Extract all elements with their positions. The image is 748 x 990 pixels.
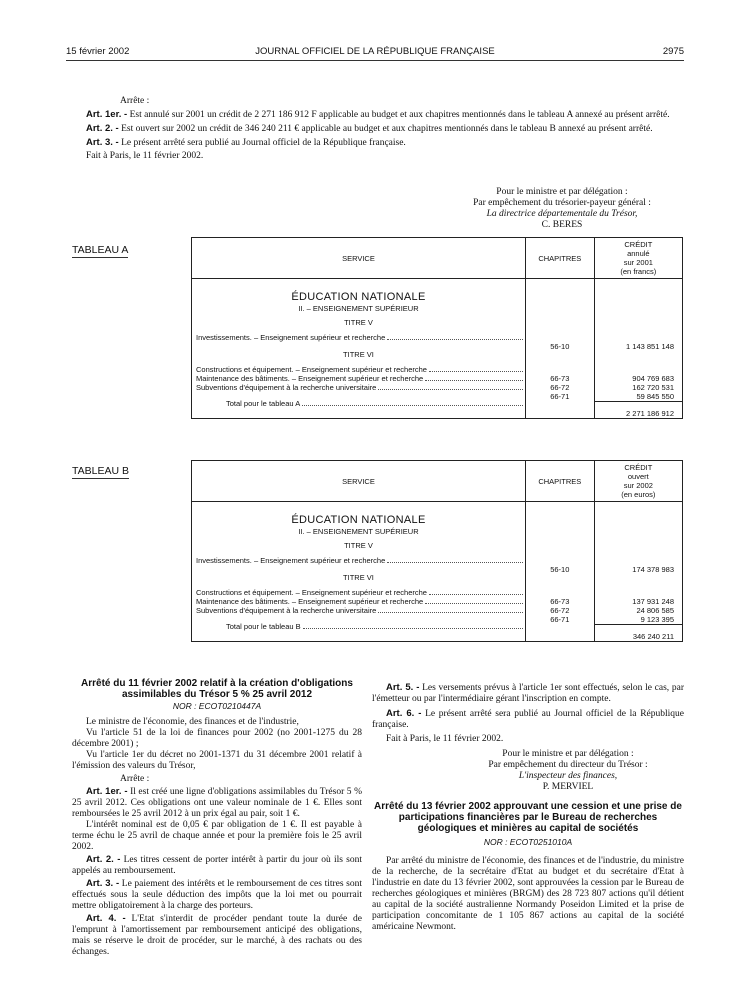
tableau-a-label: TABLEAU A xyxy=(72,244,129,256)
left-art2: Art. 2. - Les titres cessent de porter intérêt à partir du jour où ils sont appelés au remboursement. xyxy=(72,854,362,876)
credit-cell: 9 123 395 xyxy=(595,615,682,625)
intro-fait: Fait à Paris, le 11 février 2002. xyxy=(86,151,204,161)
tableau-b-label: TABLEAU B xyxy=(72,465,129,477)
left-art1: Art. 1er. - Il est créé une ligne d'obligations assimilables du Trésor 5 % 25 avril 2012. Ces obligations ont une valeur nominale de 1 €. Elles sont remboursées le 25 avril 2012 à un prix égal au pair, soit 1 €. xyxy=(72,786,362,819)
left-art3: Art. 3. - Le paiement des intérêts et le remboursement de ces titres sont effectués sous la seule déduction des impôts que la loi met ou pourrait mettre obligatoirement à la charge des porteurs. xyxy=(72,878,363,911)
left-art1b: L'intérêt nominal est de 0,05 € par obligation de 1 €. Il est payable à terme échu le 25 avril de chaque année et pour la première fois le 25 avril 2002. xyxy=(72,820,362,852)
left-art4: Art. 4. - L'Etat s'interdit de procéder pendant toute la durée de l'emprunt à l'amortissement par remboursement anticipé des obligations, mais se réserve le droit de procéder, sur le marché, à des rachats ou des échanges. xyxy=(72,913,363,957)
header-credit: CRÉDIT ouvert sur 2002 (en euros) xyxy=(594,461,682,502)
table-row: Maintenance des bâtiments. – Enseignement supérieur et recherche xyxy=(192,374,525,383)
art2-label: Art. 2. - xyxy=(86,123,119,134)
chapitres-column xyxy=(525,502,594,642)
table-row: Investissements. – Enseignement supérieur et recherche xyxy=(192,556,525,565)
header-service: SERVICE xyxy=(192,238,526,279)
table-header-row xyxy=(192,461,683,502)
arrete-heading: Arrête : xyxy=(120,96,150,106)
left-column xyxy=(72,678,362,958)
right-art5: Art. 5. - Les versements prévus à l'article 1er sont effectués, selon le cas, par l'émetteur ou par l'intermédiaire gérant l'inscription en compte. xyxy=(372,682,685,704)
tableau-b xyxy=(191,460,683,642)
left-p1: Le ministre de l'économie, des finances et de l'industrie, xyxy=(86,717,299,727)
chapitre-cell: 66-72 xyxy=(550,606,570,615)
page-number: 2975 xyxy=(662,46,684,57)
tableau-a xyxy=(191,237,683,419)
table-header-row xyxy=(192,238,683,279)
intro-signature xyxy=(440,187,684,231)
chapitre-cell: 66-73 xyxy=(550,374,570,383)
chapitre-cell: 66-71 xyxy=(550,615,570,624)
total-cell: 2 271 186 912 xyxy=(626,409,674,418)
subsection-title: II. – ENSEIGNEMENT SUPÉRIEUR xyxy=(298,527,419,536)
right-art6: Art. 6. - Le présent arrêté sera publié au Journal officiel de la République française. xyxy=(372,708,684,730)
table-body-row xyxy=(192,279,683,419)
nor-reference: NOR : ECOT0210447A xyxy=(172,701,262,711)
service-column xyxy=(192,279,526,419)
table-body-row xyxy=(192,502,683,642)
right-signature: Pour le ministre et par délégation : Par empêchement du directeur du Trésor : L'inspecteur des finances, P. MERVIEL xyxy=(488,749,648,792)
subsection-title: II. – ENSEIGNEMENT SUPÉRIEUR xyxy=(298,304,419,313)
credit-column xyxy=(594,279,682,419)
credit-cell: 174 378 983 xyxy=(632,565,674,574)
chapitre-cell: 66-73 xyxy=(550,597,570,606)
service-column xyxy=(192,502,526,642)
titre-vi: TITRE VI xyxy=(343,350,374,359)
chapitres-column xyxy=(525,279,594,419)
table-row: Constructions et équipement. – Enseignement supérieur et recherche xyxy=(192,365,525,374)
total-cell: 346 240 211 xyxy=(632,632,674,641)
chapitre-cell: 56-10 xyxy=(550,565,570,574)
art3-text: Le présent arrêté sera publié au Journal officiel de la République française. xyxy=(121,138,406,148)
left-p3: Vu l'article 1er du décret no 2001-1371 du 31 décembre 2001 relatif à l'émission des valeurs du Trésor, xyxy=(72,750,362,771)
header-rule xyxy=(66,60,684,61)
table-row: Investissements. – Enseignement supérieur et recherche xyxy=(192,333,525,342)
table-row: Subventions d'équipement à la recherche universitaire xyxy=(192,383,525,392)
credit-cell: 1 143 851 148 xyxy=(626,342,674,351)
table-row: Maintenance des bâtiments. – Enseignement supérieur et recherche xyxy=(192,597,525,606)
total-row: Total pour le tableau A xyxy=(192,399,525,408)
journal-title: JOURNAL OFFICIEL DE LA RÉPUBLIQUE FRANÇAISE xyxy=(255,46,495,57)
left-arrete: Arrête : xyxy=(120,774,150,784)
header-date: 15 février 2002 xyxy=(66,46,130,57)
arrete-title-2: Arrêté du 13 février 2002 approuvant une cession et une prise de participations financières par le Bureau de recherches géologiques et minières au capital de sociétés xyxy=(374,801,682,834)
credit-cell: 904 769 683 xyxy=(632,374,674,383)
art3-label: Art. 3. - xyxy=(86,137,119,148)
header-service: SERVICE xyxy=(192,461,526,502)
intro-art1 xyxy=(72,109,684,121)
art1-text: Est annulé sur 2001 un crédit de 2 271 186 912 F applicable au budget et aux chapitres mentionnés dans le tableau A annexé au présent arrêté. xyxy=(129,110,670,120)
titre-v: TITRE V xyxy=(344,318,373,327)
credit-column xyxy=(594,502,682,642)
sig-line-1: Pour le ministre et par délégation : xyxy=(496,187,628,197)
section-title: ÉDUCATION NATIONALE xyxy=(291,514,426,526)
total-row: Total pour le tableau B xyxy=(192,622,525,631)
section-title: ÉDUCATION NATIONALE xyxy=(291,291,426,303)
art1-label: Art. 1er. - xyxy=(86,109,128,120)
credit-cell: 162 720 531 xyxy=(632,383,674,392)
table-row: Constructions et équipement. – Enseignement supérieur et recherche xyxy=(192,588,525,597)
arrete-title: Arrêté du 11 février 2002 relatif à la création d'obligations assimilables du Trésor 5 % 25 avril 2012 xyxy=(81,678,353,700)
intro-art3 xyxy=(72,137,684,149)
chapitre-cell: 66-72 xyxy=(550,383,570,392)
intro-art2 xyxy=(72,123,684,135)
sig-line-4: C. BERES xyxy=(541,220,583,230)
page-header xyxy=(66,46,684,58)
titre-vi: TITRE VI xyxy=(343,573,374,582)
chapitre-cell: 66-71 xyxy=(550,392,570,401)
credit-cell: 24 806 585 xyxy=(636,606,674,615)
credit-cell: 59 845 550 xyxy=(595,392,682,402)
right-column xyxy=(372,682,684,933)
right-fait: Fait à Paris, le 11 février 2002. xyxy=(386,734,504,744)
nor-reference-2: NOR : ECOT0251010A xyxy=(483,837,573,847)
right-body: Par arrêté du ministre de l'économie, des finances et de l'industrie, du ministre de la recherche, de la secrétaire d'Etat au budget et du secrétaire d'Etat à l'industrie en date du 13 février 2002, sont approuvées la cession par le Bureau de recherches géologiques et minières (BRGM) des 28 723 807 actions qu'il détient au capital de la société australienne Normandy Poseidon Limited et la prise de participation concomitante de 1 105 867 actions au capital de la société américaine Newmont. xyxy=(372,856,684,932)
header-chapitres: CHAPITRES xyxy=(525,461,594,502)
chapitre-cell: 56-10 xyxy=(550,342,570,351)
table-row: Subventions d'équipement à la recherche universitaire xyxy=(192,606,525,615)
art2-text: Est ouvert sur 2002 un crédit de 346 240 211 € applicable au budget et aux chapitres mentionnés dans le tableau B annexé au présent arrêté. xyxy=(121,124,653,134)
header-credit: CRÉDIT annulé sur 2001 (en francs) xyxy=(594,238,682,279)
header-chapitres: CHAPITRES xyxy=(525,238,594,279)
left-p2: Vu l'article 51 de la loi de finances pour 2002 (no 2001-1275 du 28 décembre 2001) ; xyxy=(72,728,362,749)
titre-v: TITRE V xyxy=(344,541,373,550)
sig-line-3: La directrice départementale du Trésor, xyxy=(486,209,638,219)
intro-block xyxy=(72,96,684,162)
sig-line-2: Par empêchement du trésorier-payeur général : xyxy=(473,198,651,208)
credit-cell: 137 931 248 xyxy=(632,597,674,606)
